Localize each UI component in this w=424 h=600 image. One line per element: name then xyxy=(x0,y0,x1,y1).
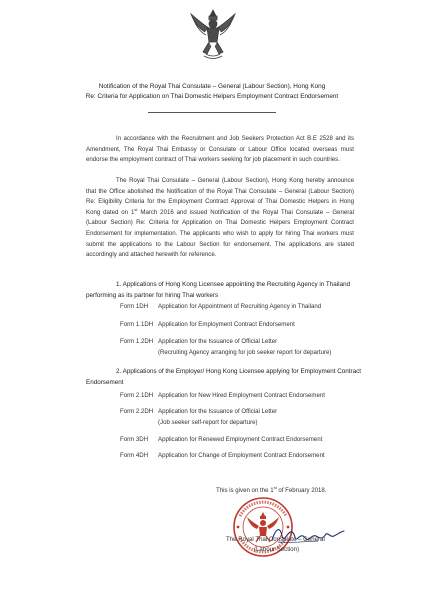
form-description: Application for Change of Employment Contract Endorsement xyxy=(158,452,325,459)
intro-paragraph: In accordance with the Recruitment and Job Seekers Protection Act B.E 2528 and its Amendment, The Royal Thai Embassy or Consulate or Labour Office located overseas must endorse the employment contract of Thai workers seeking for job placement in such countries. xyxy=(86,135,354,164)
form-number: Form 3DH xyxy=(120,436,149,443)
form-description: Application for the Issuance of Official Letter xyxy=(158,338,278,345)
issue-date-a: This is given on the 1 xyxy=(216,487,274,494)
garuda-emblem-icon xyxy=(188,6,238,62)
form-row xyxy=(120,320,380,330)
form-description: Application for New Hired Employment Contract Endorsement xyxy=(158,392,325,399)
issue-date-sup: st xyxy=(273,484,277,490)
form-row xyxy=(120,337,380,347)
title-line-2: Re: Criteria for Application on Thai Domestic Helpers Employment Contract Endorsement xyxy=(85,93,339,100)
form-note: (Job seeker self-report for departure) xyxy=(158,419,258,426)
form-row xyxy=(120,451,380,461)
issue-date xyxy=(216,486,327,496)
issue-date-b: of February 2018. xyxy=(276,487,327,494)
form-description: Application for Employment Contract Endorsement xyxy=(158,321,295,328)
form-number: Form 1.1DH xyxy=(120,321,154,328)
form-number: Form 1.2DH xyxy=(120,338,154,345)
form-number: Form 1DH xyxy=(120,303,149,310)
signatory-title: The Royal Thai Consulate – General xyxy=(226,536,325,543)
title-line-1: Notification of the Royal Thai Consulate – General (Labour Section), Hong Kong xyxy=(98,83,326,90)
form-row xyxy=(120,435,380,445)
form-description: Application for the Issuance of Official Letter xyxy=(158,408,278,415)
form-note: (Recruiting Agency arranging for job seeker report for departure) xyxy=(158,349,332,356)
form-row xyxy=(120,391,380,401)
form-number: Form 2.1DH xyxy=(120,392,154,399)
form-number: Form 2.2DH xyxy=(120,408,154,415)
announcement-sup: st xyxy=(134,206,138,212)
form-row xyxy=(120,302,380,312)
announcement-paragraph xyxy=(86,176,354,261)
signatory-section: (Labour Section) xyxy=(254,546,300,553)
section-2-heading: 2. Applications of the Employer/ Hong Kong Licensee applying for Employment Contract Endorsement xyxy=(86,368,362,386)
announcement-text-b: March 2016 and issued Notification of the Royal Thai Consulate – General (Labour Section) Re: Criteria for Application on Thai Domestic Helpers Employment Contract Endorsement for implementation. The applicants who wish to apply for hiring Thai workers must submit the applications to the Labour Section for endorsement. The applications are stated accordingly and attached herewith for reference. xyxy=(86,208,354,259)
form-row xyxy=(120,407,380,417)
section-1-heading: 1. Applications of Hong Kong Licensee appointing the Recruiting Agency in Thailand performing as its partner for hiring Thai workers xyxy=(86,281,351,299)
form-number: Form 4DH xyxy=(120,452,149,459)
form-description: Application for Appointment of Recruiting Agency in Thailand xyxy=(158,303,322,310)
announcement-text-a: The Royal Thai Consulate – General (Labour Section), Hong Kong hereby announce that the Office abolished the Notification of the Royal Thai Consulate – General (Labour Section) Re: Eligibility Criteria for the Employment Contract Approval of Thai Domestic Helpers in Hong Kong dated on 1 xyxy=(86,177,354,216)
form-description: Application for Renewed Employment Contract Endorsement xyxy=(158,436,323,443)
title-divider xyxy=(148,112,276,113)
